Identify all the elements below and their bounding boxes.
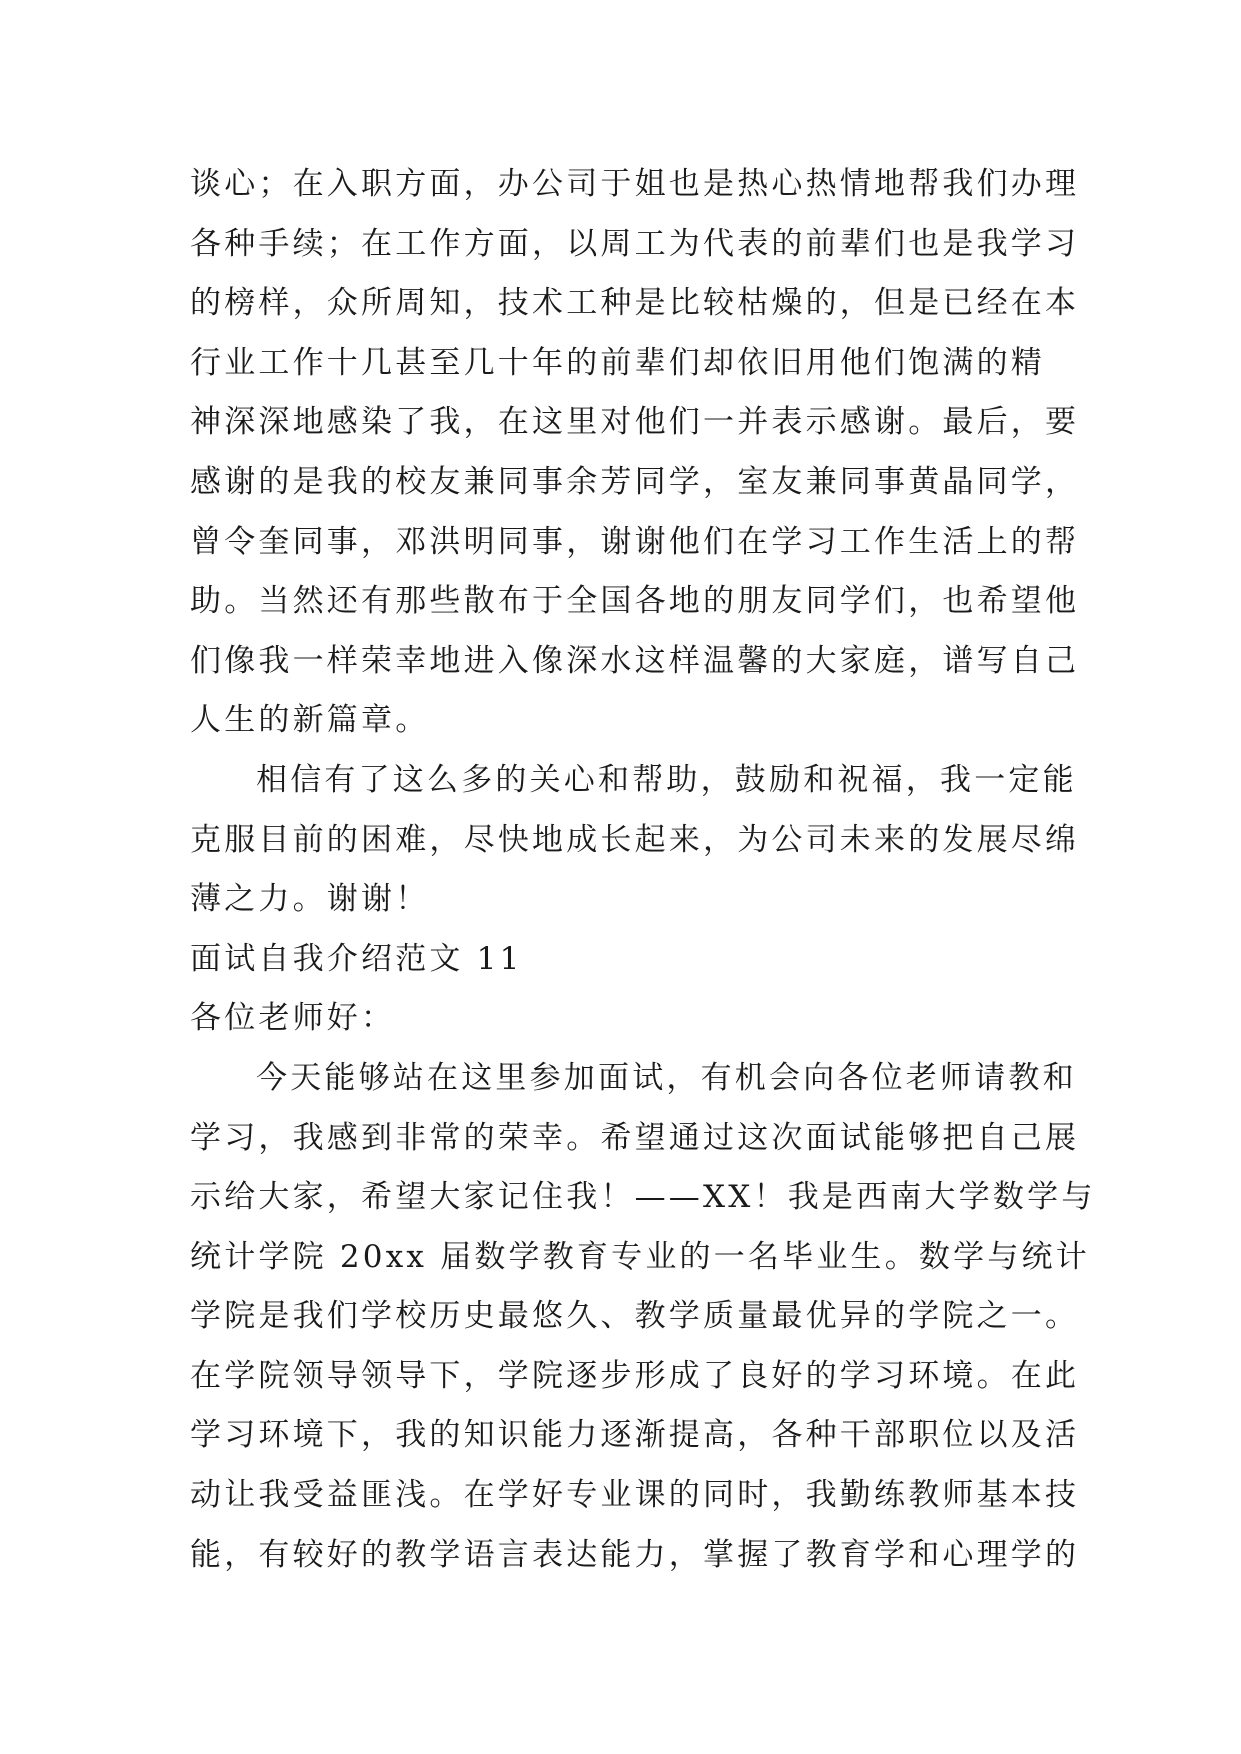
text-line: 示给大家，希望大家记住我！——XX！我是西南大学数学与 [190,1179,1096,1216]
text-line: 行业工作十几甚至几十年的前辈们却依旧用他们饱满的精 [190,344,1045,381]
text-line: 学院是我们学校历史最悠久、教学质量最优异的学院之一。 [190,1298,1080,1335]
text-line: 各位老师好： [190,1000,396,1037]
text-line: 们像我一样荣幸地进入像深水这样温馨的大家庭，谱写自己 [190,642,1080,679]
text-line: 克服目前的困难，尽快地成长起来，为公司未来的发展尽绵 [190,821,1080,858]
text-line: 谈心；在入职方面，办公司于姐也是热心热情地帮我们办理 [190,166,1080,202]
text-line: 曾令奎同事，邓洪明同事，谢谢他们在学习工作生活上的帮 [190,523,1080,560]
text-line: 感谢的是我的校友兼同事余芳同学，室友兼同事黄晶同学， [190,463,1080,500]
text-line: 助。当然还有那些散布于全国各地的朋友同学们，也希望他 [190,583,1080,620]
text-line: 今天能够站在这里参加面试，有机会向各位老师请教和 [256,1059,1077,1096]
text-line: 在学院领导领导下，学院逐步形成了良好的学习环境。在此 [190,1357,1080,1394]
text-line: 的榜样，众所周知，技术工种是比较枯燥的，但是已经在本 [190,285,1080,322]
text-line: 统计学院 20xx 届数学教育专业的一名毕业生。数学与统计 [190,1238,1090,1275]
text-line: 人生的新篇章。 [190,702,430,739]
text-line: 学习，我感到非常的荣幸。希望通过这次面试能够把自己展 [190,1119,1080,1156]
text-line: 面试自我介绍范文 11 [190,940,523,977]
text-line: 各种手续；在工作方面，以周工为代表的前辈们也是我学习 [190,225,1080,262]
text-line: 薄之力。谢谢！ [190,881,430,918]
text-line: 相信有了这么多的关心和帮助，鼓励和祝福，我一定能 [256,761,1077,798]
text-line: 神深深地感染了我，在这里对他们一并表示感谢。最后，要 [190,404,1080,441]
text-line: 能，有较好的教学语言表达能力，掌握了教育学和心理学的 [190,1536,1080,1573]
text-line: 学习环境下，我的知识能力逐渐提高，各种干部职位以及活 [190,1417,1080,1454]
document-body [190,155,1096,1585]
text-line: 动让我受益匪浅。在学好专业课的同时，我勤练教师基本技 [190,1477,1080,1514]
